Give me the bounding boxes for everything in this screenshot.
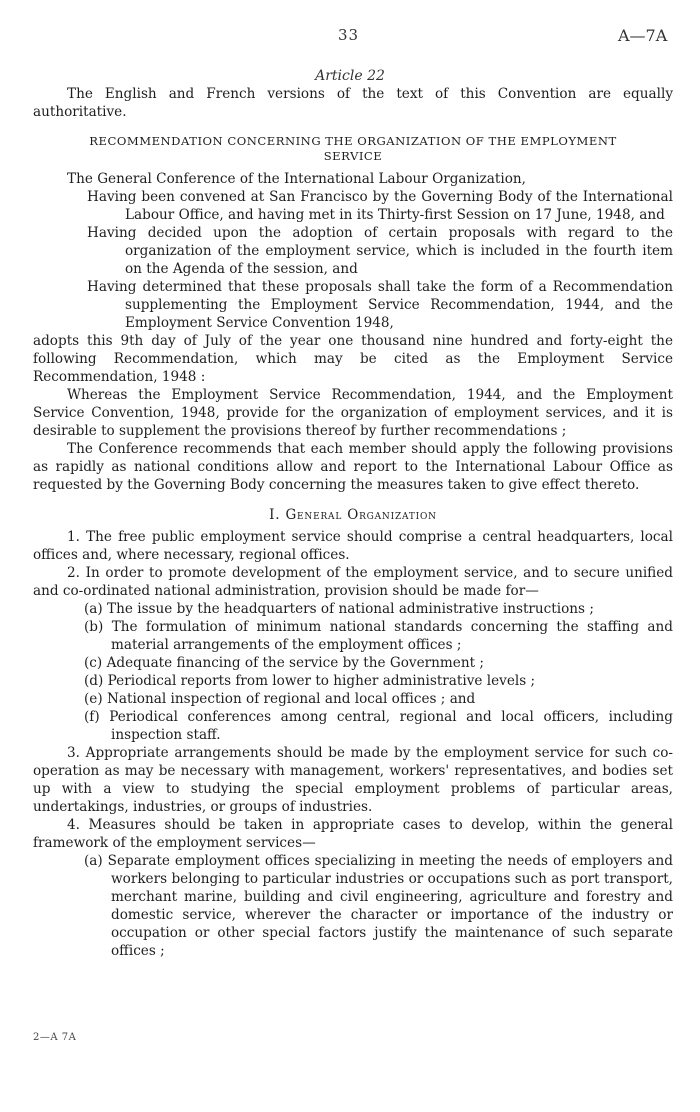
item-label: (e) <box>84 691 103 707</box>
list-item <box>33 690 673 708</box>
clause-2: 2. In order to promote development of the employment service, and to secure unified and co-ordinated national administration, provision should be made for— <box>33 565 673 599</box>
list-item <box>33 618 673 654</box>
adoption-paragraph: adopts this 9th day of July of the year one thousand nine hundred and forty-eight the following Recommendation, which may be cited as the Employment Service Recommendation, 1948 : <box>33 333 673 385</box>
item-label: (d) <box>84 673 104 689</box>
list-item <box>33 654 673 672</box>
printer-signature: 2—A 7A <box>33 1032 77 1043</box>
list-item <box>33 672 673 690</box>
article-text: The English and French versions of the text of this Convention are equally authoritative. <box>33 86 673 120</box>
clause-4: 4. Measures should be taken in appropriate cases to develop, within the general framework of the employment services— <box>33 817 673 851</box>
item-label: (c) <box>84 655 103 671</box>
item-text: Separate employment offices specializing in meeting the needs of employers and workers belonging to particular industries or occupations such as port transport, merchant marine, building and civil engineering, agriculture and forestry and domestic service, wherever the character or importance of the industry or occupation or other special factors justify the maintenance of such separate offices ; <box>107 853 673 959</box>
item-text: Periodical reports from lower to higher administrative levels ; <box>107 673 536 689</box>
list-item <box>33 852 673 960</box>
list-item <box>33 600 673 618</box>
preamble-paragraph: Having been convened at San Francisco by the Governing Body of the International Labour Office, and having met in its Thirty-first Session on 17 June, 1948, and <box>87 189 673 223</box>
recommendation-title: RECOMMENDATION CONCERNING THE ORGANIZATION OF THE EMPLOYMENT SERVICE <box>89 134 617 163</box>
clause-3: 3. Appropriate arrangements should be made by the employment service for such co-operation as may be necessary with management, workers' representatives, and bodies set up with a view to studying the special employment problems of particular areas, undertakings, industries, or groups of industries. <box>33 745 673 815</box>
whereas-paragraph: Whereas the Employment Service Recommendation, 1944, and the Employment Service Convention, 1948, provide for the organization of employment services, and it is desirable to supplement the provisions thereof by further recommendations ; <box>33 387 673 439</box>
page-number: 33 <box>338 26 360 44</box>
article-heading: Article 22 <box>315 68 385 84</box>
item-text: The formulation of minimum national standards concerning the staffing and material arrangements of the employment offices ; <box>111 619 673 653</box>
item-text: National inspection of regional and local offices ; and <box>106 691 476 707</box>
item-text: Adequate financing of the service by the Government ; <box>106 655 484 671</box>
recommends-paragraph: The Conference recommends that each member should apply the following provisions as rapidly as national conditions allow and report to the International Labour Office as requested by the Governing Body concerning the measures taken to give effect thereto. <box>33 441 673 493</box>
document-reference: A—7A <box>618 26 668 45</box>
clause-1: 1. The free public employment service should comprise a central headquarters, local offices and, where necessary, regional offices. <box>33 529 673 563</box>
preamble-paragraph: Having decided upon the adoption of certain proposals with regard to the organization of the employment service, which is included in the fourth item on the Agenda of the session, and <box>87 225 673 277</box>
document-body <box>33 85 673 960</box>
item-text: Periodical conferences among central, regional and local officers, including inspection staff. <box>109 709 673 743</box>
list-item <box>33 708 673 744</box>
item-label: (f) <box>84 709 100 725</box>
preamble-paragraph: Having determined that these proposals shall take the form of a Recommendation supplementing the Employment Service Recommendation, 1944, and the Employment Service Convention 1948, <box>87 279 673 331</box>
item-label: (a) <box>84 601 103 617</box>
item-label: (a) <box>84 853 103 869</box>
item-label: (b) <box>84 619 104 635</box>
section-heading: I. General Organization <box>269 507 437 523</box>
item-text: The issue by the headquarters of national administrative instructions ; <box>107 601 594 617</box>
conference-intro: The General Conference of the International Labour Organization, <box>67 171 526 187</box>
